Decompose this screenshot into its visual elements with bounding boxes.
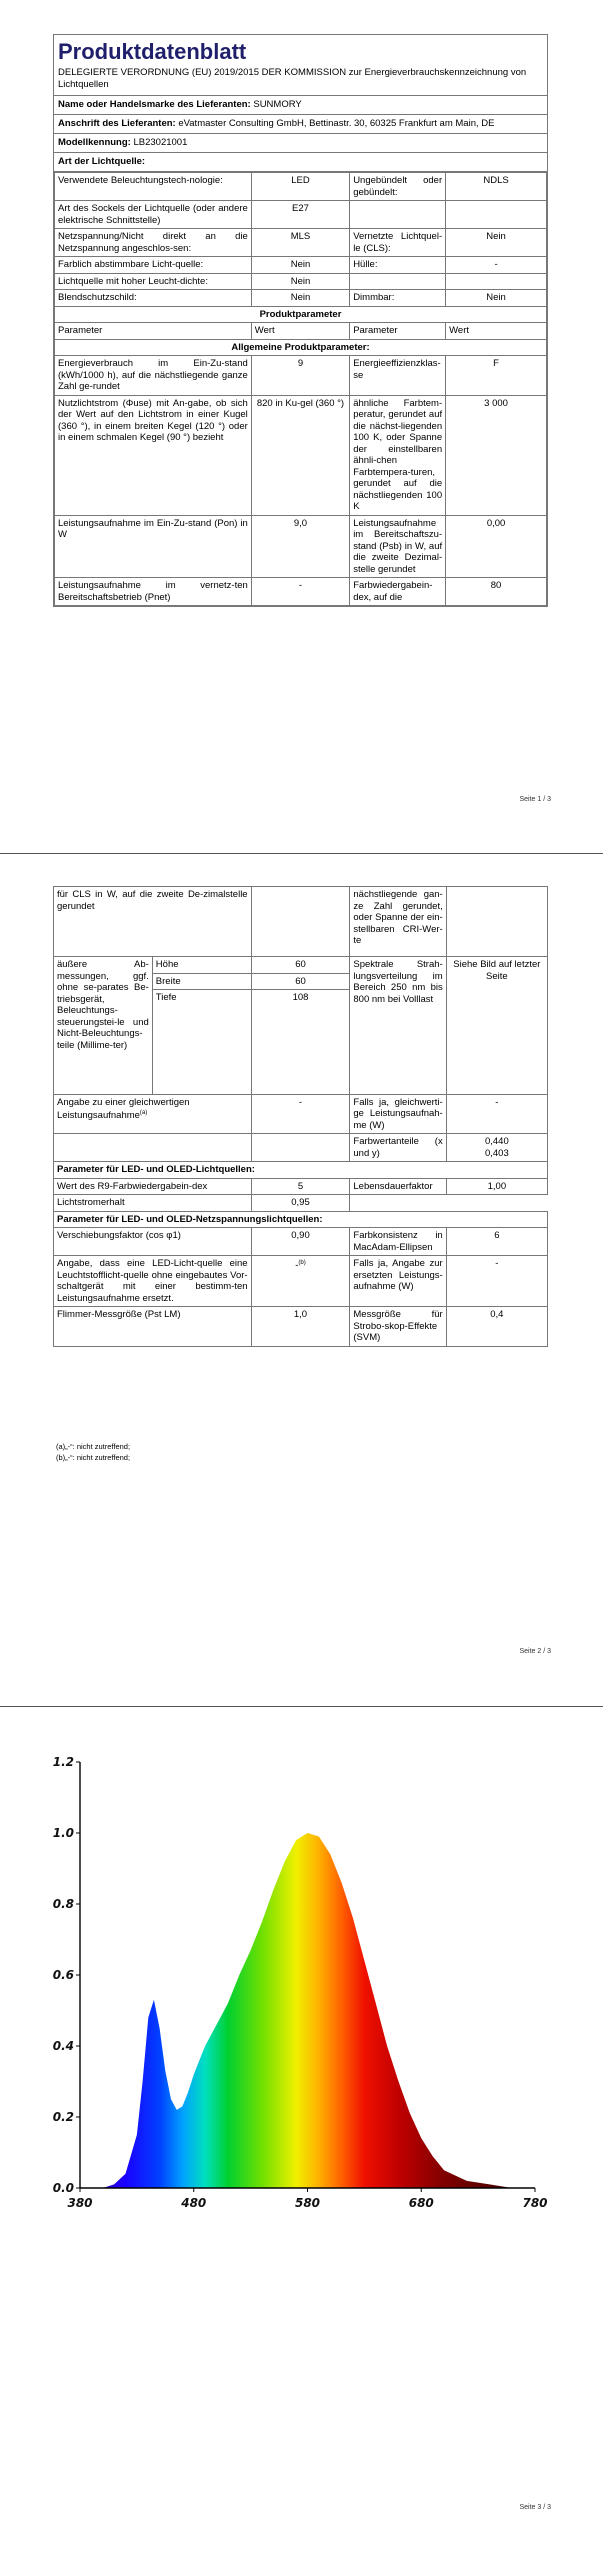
y-tick-label: 1.2	[52, 1755, 74, 1769]
y-tick-label: 1.0	[52, 1826, 74, 1840]
spectral-distribution-chart	[50, 1748, 555, 2235]
table-cell	[350, 273, 446, 290]
table-cell: -	[446, 257, 547, 274]
table-row	[55, 578, 547, 606]
table-cell: NDLS	[446, 173, 547, 201]
table-cell: Lichtquelle mit hoher Leucht-dichte:	[55, 273, 252, 290]
table-cell: Nutzlichtstrom (Φuse) mit An-gabe, ob sich der Wert auf den Lichtstrom in einer Kugel (360 °), in einem breiten Kegel (120 °) oder in einem schmalen Kegel (90 °) bezieht	[55, 395, 252, 515]
supplier-address-value: eVatmaster Consulting GmbH, Bettinastr. 30, 60325 Frankfurt am Main, DE	[178, 118, 495, 129]
table-cell	[350, 201, 446, 229]
table-cell: für CLS in W, auf die zweite De-zimalstelle gerundet	[54, 887, 252, 957]
table-cell: Farblich abstimmbare Licht-quelle:	[55, 257, 252, 274]
light-source-type-table	[54, 172, 547, 606]
model-row	[54, 134, 547, 153]
table-cell: Lebensdauerfaktor	[350, 1178, 446, 1195]
column-header: Wert	[251, 323, 349, 340]
table-cell: MLS	[251, 229, 349, 257]
footnote-marker: (a)	[139, 1110, 148, 1116]
table-row	[54, 1195, 548, 1212]
table-row	[54, 1307, 548, 1347]
table-cell: Energieeffizienzklas-se	[350, 356, 446, 396]
datasheet-page-1	[53, 34, 548, 607]
table-cell	[446, 1134, 547, 1162]
y-tick-label: 0.2	[52, 2110, 74, 2124]
led-params-heading: Parameter für LED- und OLED-Lichtquellen:	[54, 1162, 548, 1179]
page-divider	[0, 1706, 603, 1707]
table-cell: Lichtstromerhalt	[54, 1195, 252, 1212]
table-cell	[350, 1195, 548, 1212]
table-row	[54, 1094, 548, 1134]
column-header: Parameter	[350, 323, 446, 340]
column-header: Parameter	[55, 323, 252, 340]
table-cell: Dimmbar:	[350, 290, 446, 307]
page-number: Seite 2 / 3	[519, 1648, 551, 1655]
table-cell: Farbwertanteile (x und y)	[350, 1134, 446, 1162]
params-continued-table	[53, 886, 548, 1347]
chart-layer	[53, 1755, 548, 2210]
table-cell: Leistungsaufnahme im vernetz-ten Bereitschaftsbetrieb (Pnet)	[55, 578, 252, 606]
table-cell: Falls ja, gleichwerti-ge Leistungsaufnah-me (W)	[350, 1094, 446, 1134]
table-cell: Falls ja, Angabe zur ersetzten Leistungs-aufnahme (W)	[350, 1256, 446, 1307]
table-header-row	[55, 323, 547, 340]
table-cell: Verschiebungsfaktor (cos φ1)	[54, 1228, 252, 1256]
table-cell: Nein	[251, 257, 349, 274]
spectral-label: Spektrale Strah-lungsverteilung im Bereich 250 nm bis 800 nm bei Volllast	[350, 957, 446, 1095]
general-params-heading: Allgemeine Produktparameter:	[55, 339, 547, 356]
table-cell: Hülle:	[350, 257, 446, 274]
table-row	[55, 273, 547, 290]
table-cell: Verwendete Beleuchtungstech-nologie:	[55, 173, 252, 201]
table-cell: 6	[446, 1228, 547, 1256]
table-row	[55, 229, 547, 257]
table-row	[54, 1211, 548, 1228]
table-cell	[251, 887, 350, 957]
page-1	[0, 0, 603, 853]
table-cell: 9	[251, 356, 349, 396]
column-header: Wert	[446, 323, 547, 340]
table-cell: F	[446, 356, 547, 396]
spectrum-area	[80, 1833, 535, 2188]
spectrum-svg	[50, 1748, 555, 2235]
table-cell: -	[251, 578, 349, 606]
document-title: Produktdatenblatt	[58, 39, 247, 64]
table-cell	[446, 273, 547, 290]
table-row	[54, 1162, 548, 1179]
table-row	[54, 1228, 548, 1256]
x-tick-label: 580	[294, 2196, 321, 2210]
table-cell: 0,4	[446, 1307, 547, 1347]
table-cell: LED	[251, 173, 349, 201]
dimension-name: Höhe	[153, 957, 251, 973]
table-row	[54, 887, 548, 957]
table-cell	[54, 1094, 252, 1134]
footnote-b: (b)„-“: nicht zutreffend;	[56, 1453, 131, 1462]
dimensions-subtable	[153, 957, 350, 1094]
table-cell: Leistungsaufnahme im Ein-Zu-stand (Pon) in W	[55, 515, 252, 578]
footnotes	[56, 1441, 130, 1463]
table-cell: 80	[446, 578, 547, 606]
page-number: Seite 1 / 3	[519, 796, 551, 803]
table-cell: Flimmer-Messgröße (Pst LM)	[54, 1307, 252, 1347]
table-cell: Leistungsaufnahme im Bereitschaftszu-stand (Psb) in W, auf die zweite Dezimal-stelle gerundet	[350, 515, 446, 578]
table-cell: Ungebündelt oder gebündelt:	[350, 173, 446, 201]
y-tick-label: 0.8	[52, 1897, 74, 1911]
table-row	[54, 1256, 548, 1307]
chromaticity-x-value: 0,440	[484, 1136, 509, 1147]
table-cell: Wert des R9-Farbwiedergabein-dex	[54, 1178, 252, 1195]
page-divider	[0, 853, 603, 854]
chromaticity-y-value: 0,403	[484, 1147, 509, 1159]
dimensions-label: äußere Ab-messungen, ggf. ohne se-parates Be-triebsgerät, Beleuchtungs-steuerungstei-le und Nicht-Beleuchtungs-teile (Millime-ter)	[54, 957, 153, 1095]
supplier-name-row	[54, 96, 547, 115]
y-tick-label: 0.4	[52, 2039, 74, 2053]
dimensions-cell	[152, 957, 350, 1095]
table-cell: Nein	[446, 229, 547, 257]
table-row	[55, 290, 547, 307]
table-cell: Farbkonsistenz in MacAdam-Ellipsen	[350, 1228, 446, 1256]
table-cell: 820 in Ku-gel (360 °)	[251, 395, 349, 515]
table-cell: Energieverbrauch im Ein-Zu-stand (kWh/1000 h), auf die nächstliegende ganze Zahl ge-rundet	[55, 356, 252, 396]
table-cell: Nein	[251, 273, 349, 290]
table-row	[55, 395, 547, 515]
table-cell: Nein	[251, 290, 349, 307]
light-source-type-heading: Art der Lichtquelle:	[54, 153, 547, 172]
table-cell: 0,95	[251, 1195, 350, 1212]
datasheet-page-2	[53, 886, 548, 1347]
supplier-address-label: Anschrift des Lieferanten:	[58, 118, 176, 129]
table-cell: ähnliche Farbtem-peratur, gerundet auf die nächst-liegenden 100 K, oder Spanne der einstellbaren ähnli-chen Farbtempera-turen, gerundet auf die nächstliegenden 100 K	[350, 395, 446, 515]
product-params-heading: Produktparameter	[55, 306, 547, 323]
table-row	[55, 356, 547, 396]
table-cell: nächstliegende gan-ze Zahl gerundet, oder Spanne der ein-stellbaren CRI-Wer-te	[350, 887, 446, 957]
supplier-address-row	[54, 115, 547, 134]
table-cell: -	[446, 1094, 547, 1134]
mains-params-heading: Parameter für LED- und OLED-Netzspannungslichtquellen:	[54, 1211, 548, 1228]
dimension-value: 108	[251, 990, 349, 1094]
y-tick-label: 0.6	[52, 1968, 74, 1982]
footnote-marker: (b)	[298, 1260, 306, 1266]
supplier-name-label: Name oder Handelsmarke des Lieferanten:	[58, 99, 251, 110]
table-row	[153, 973, 350, 990]
table-row	[55, 201, 547, 229]
table-cell	[251, 1256, 350, 1307]
table-row	[55, 339, 547, 356]
replace-value: -	[295, 1260, 299, 1272]
table-cell: E27	[251, 201, 349, 229]
footnote-a: (a)„-“: nicht zutreffend;	[56, 1442, 131, 1451]
supplier-name-value: SUNMORY	[253, 99, 302, 110]
table-cell: Farbwiedergabein-dex, auf die	[350, 578, 446, 606]
table-row	[55, 173, 547, 201]
table-cell	[54, 1134, 252, 1162]
model-label: Modellkennung:	[58, 137, 131, 148]
x-tick-label: 480	[181, 2196, 207, 2210]
table-row	[55, 515, 547, 578]
x-tick-label: 380	[67, 2196, 93, 2210]
table-cell: Blendschutzschild:	[55, 290, 252, 307]
table-cell: Nein	[446, 290, 547, 307]
x-tick-label: 680	[408, 2196, 434, 2210]
table-cell: 1,0	[251, 1307, 350, 1347]
table-cell: -	[446, 1256, 547, 1307]
table-cell: Art des Sockels der Lichtquelle (oder andere elektrische Schnittstelle)	[55, 201, 252, 229]
dimension-name: Breite	[153, 973, 251, 990]
table-cell: 0,90	[251, 1228, 350, 1256]
dimension-value: 60	[251, 973, 349, 990]
model-value: LB23021001	[133, 137, 188, 148]
table-cell: Vernetzte Lichtquel-le (CLS):	[350, 229, 446, 257]
table-row	[54, 1178, 548, 1195]
x-tick-label: 780	[522, 2196, 548, 2210]
table-cell: 1,00	[446, 1178, 547, 1195]
table-cell: 0,00	[446, 515, 547, 578]
dimension-value: 60	[251, 957, 349, 973]
table-row	[55, 306, 547, 323]
y-tick-label: 0.0	[52, 2181, 74, 2195]
page-number: Seite 3 / 3	[519, 2504, 551, 2511]
table-row	[153, 990, 350, 1094]
table-cell: Angabe, dass eine LED-Licht-quelle eine Leuchtstofflicht-quelle ohne eingebautes Vor-schaltgerät mit einer bestimm-ten Leistungsaufnahme ersetzt.	[54, 1256, 252, 1307]
table-cell	[251, 1134, 350, 1162]
table-row	[54, 957, 548, 1095]
table-cell: 9,0	[251, 515, 349, 578]
spectral-value: Siehe Bild auf letzter Seite	[446, 957, 547, 1095]
document-subtitle: DELEGIERTE VERORDNUNG (EU) 2019/2015 DER KOMMISSION zur Energieverbrauchskennzeichnung von Lichtquellen	[54, 65, 547, 96]
table-row	[54, 1134, 548, 1162]
table-row	[153, 957, 350, 973]
table-cell: Messgröße für Strobo-skop-Effekte (SVM)	[350, 1307, 446, 1347]
table-cell: 3 000	[446, 395, 547, 515]
table-cell: 5	[251, 1178, 350, 1195]
table-cell	[446, 887, 547, 957]
table-cell: -	[251, 1094, 350, 1134]
table-cell: Netzspannung/Nicht direkt an die Netzspannung angeschlos-sen:	[55, 229, 252, 257]
equivalent-power-label: Angabe zu einer gleichwertigen Leistungsaufnahme	[57, 1096, 190, 1122]
dimension-name: Tiefe	[153, 990, 251, 1094]
table-row	[55, 257, 547, 274]
table-cell	[446, 201, 547, 229]
